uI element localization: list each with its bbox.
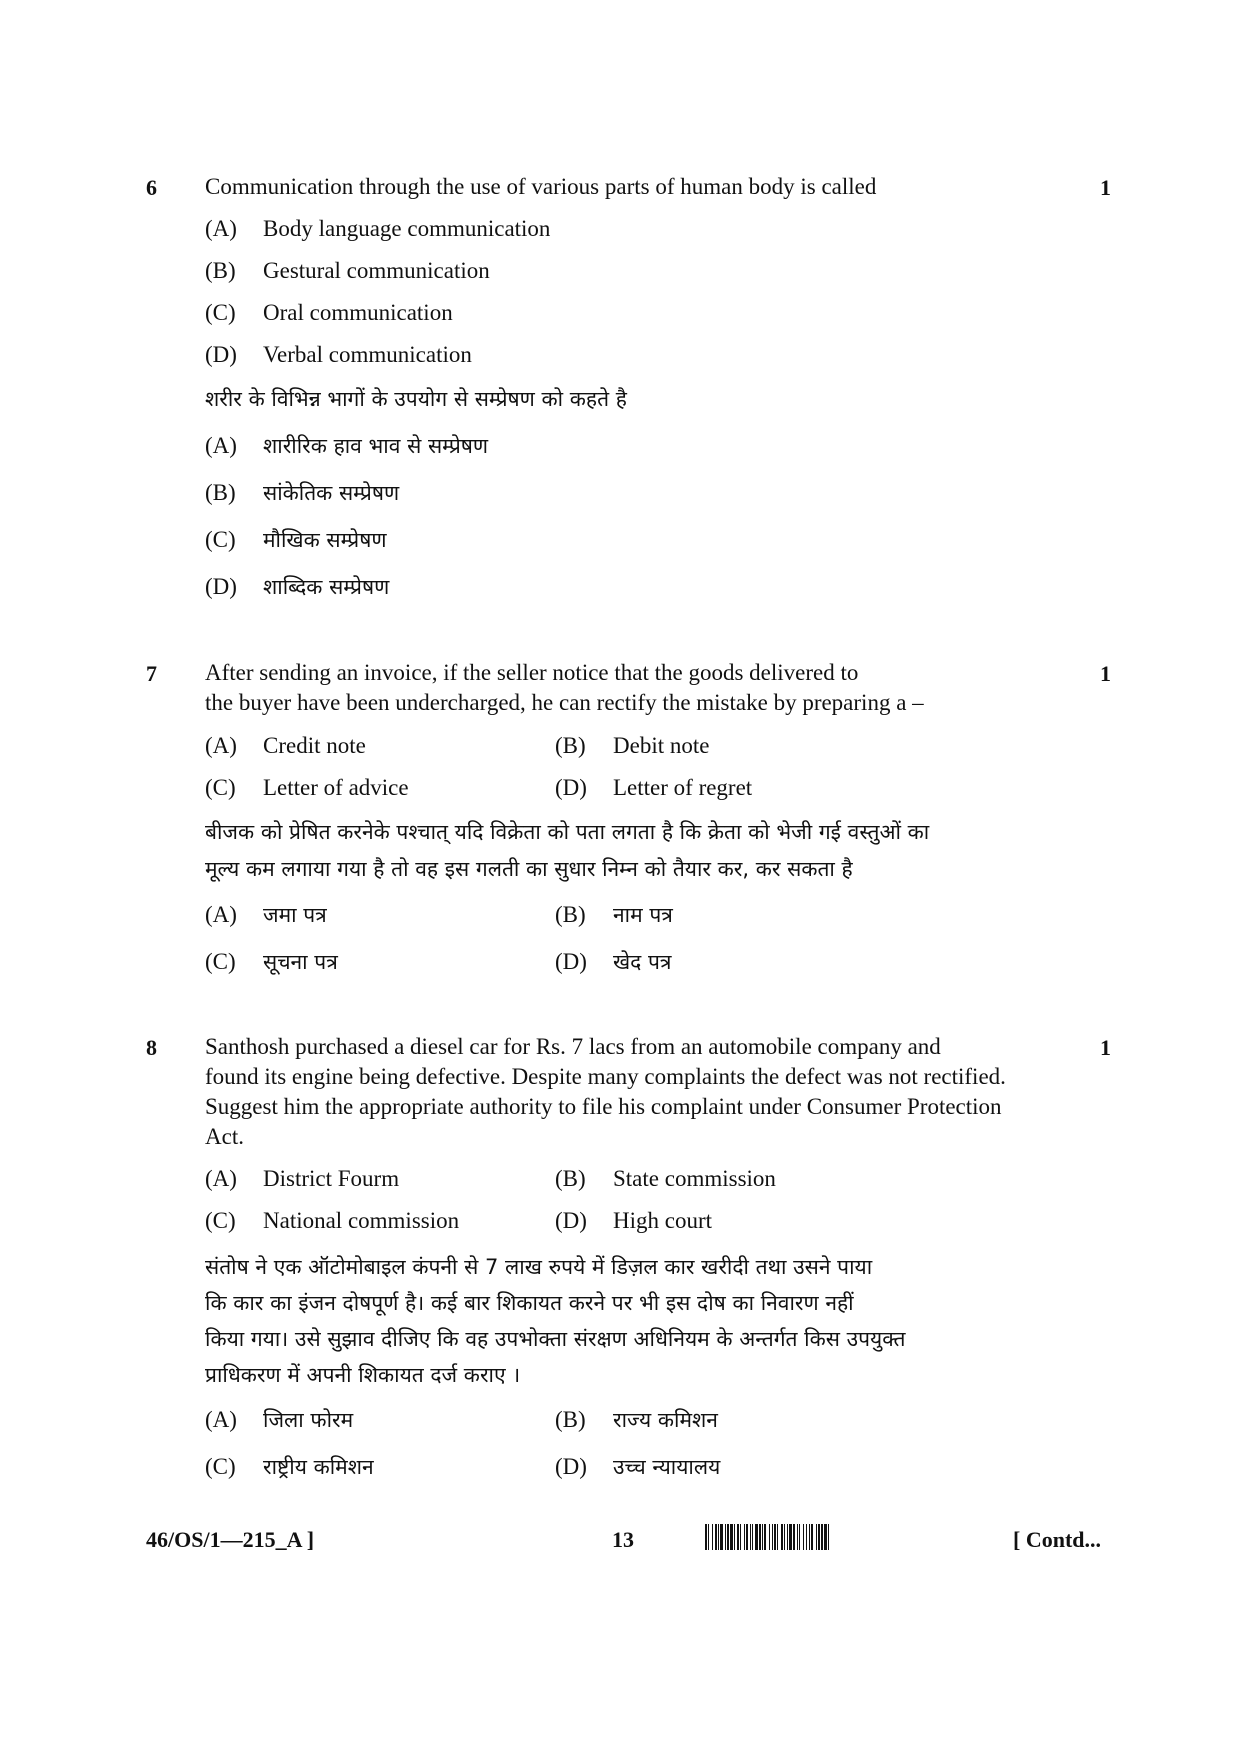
- hindi-option-c: (C) मौखिक सम्प्रेषण: [205, 527, 387, 552]
- question-marks: 1: [1100, 1035, 1111, 1060]
- barcode: [705, 1524, 975, 1550]
- question-number: 7: [146, 661, 157, 686]
- question-text-line-4: Act.: [205, 1124, 244, 1149]
- hindi-option-a: (A) जिला फोरम: [205, 1407, 354, 1432]
- option-b: (B) Debit note: [555, 733, 710, 758]
- option-c: (C) Letter of advice: [205, 775, 409, 800]
- hindi-option-a: (A) जमा पत्र: [205, 902, 327, 927]
- hindi-question-line-1: संतोष ने एक ऑटोमोबाइल कंपनी से 7 लाख रुपये में डिज़ल कार खरीदी तथा उसने पाया: [205, 1255, 873, 1279]
- question-marks: 1: [1100, 175, 1111, 200]
- option-d: (D) Verbal communication: [205, 342, 472, 367]
- hindi-option-d: (D) खेद पत्र: [555, 949, 672, 974]
- question-text-line-1: Santhosh purchased a diesel car for Rs. 7 lacs from an automobile company and: [205, 1034, 941, 1059]
- question-number: 6: [146, 175, 157, 200]
- option-a: (A) Body language communication: [205, 216, 551, 241]
- question-text-line-1: After sending an invoice, if the seller notice that the goods delivered to: [205, 660, 859, 685]
- option-b: (B) Gestural communication: [205, 258, 490, 283]
- option-b: (B) State commission: [555, 1166, 776, 1191]
- hindi-option-d: (D) उच्च न्यायालय: [555, 1454, 721, 1479]
- question-marks: 1: [1100, 661, 1111, 686]
- hindi-option-c: (C) सूचना पत्र: [205, 949, 338, 974]
- option-c: (C) Oral communication: [205, 300, 453, 325]
- question-text-line-3: Suggest him the appropriate authority to file his complaint under Consumer Protection: [205, 1094, 1002, 1119]
- page-number: 13: [612, 1527, 634, 1552]
- contd-label: [ Contd...: [1013, 1527, 1102, 1552]
- option-d: (D) Letter of regret: [555, 775, 753, 800]
- question-text: Communication through the use of various parts of human body is called: [205, 174, 877, 199]
- paper-code: 46/OS/1—215_A ]: [146, 1527, 315, 1552]
- hindi-option-b: (B) नाम पत्र: [555, 902, 673, 927]
- barcode-gap: [829, 1524, 831, 1550]
- hindi-question-line-3: किया गया। उसे सुझाव दीजिए कि वह उपभोक्ता संरक्षण अधिनियम के अन्तर्गत किस उपयुक्त: [205, 1327, 906, 1351]
- hindi-question-text: शरीर के विभिन्न भागों के उपयोग से सम्प्रेषण को कहते है: [205, 387, 627, 411]
- option-a: (A) District Fourm: [205, 1166, 400, 1191]
- question-text-line-2: the buyer have been undercharged, he can rectify the mistake by preparing a –: [205, 690, 924, 715]
- option-d: (D) High court: [555, 1208, 713, 1233]
- hindi-option-a: (A) शारीरिक हाव भाव से सम्प्रेषण: [205, 433, 489, 458]
- hindi-option-b: (B) राज्य कमिशन: [555, 1407, 718, 1432]
- question-text-line-2: found its engine being defective. Despite many complaints the defect was not rectified.: [205, 1064, 1006, 1089]
- hindi-question-line-2: कि कार का इंजन दोषपूर्ण है। कई बार शिकायत करने पर भी इस दोष का निवारण नहीं: [205, 1291, 854, 1315]
- hindi-question-line-1: बीजक को प्रेषित करनेके पश्चात् यदि विक्रेता को पता लगता है कि क्रेता को भेजी गई वस्तुओं का: [205, 820, 930, 844]
- question-number: 8: [146, 1035, 157, 1060]
- hindi-question-line-4: प्राधिकरण में अपनी शिकायत दर्ज कराए ।: [205, 1363, 521, 1387]
- hindi-option-b: (B) सांकेतिक सम्प्रेषण: [205, 480, 400, 505]
- option-c: (C) National commission: [205, 1208, 460, 1233]
- hindi-option-c: (C) राष्ट्रीय कमिशन: [205, 1454, 374, 1479]
- option-a: (A) Credit note: [205, 733, 366, 758]
- hindi-option-d: (D) शाब्दिक सम्प्रेषण: [205, 574, 390, 599]
- hindi-question-line-2: मूल्य कम लगाया गया है तो वह इस गलती का सुधार निम्न को तैयार कर, कर सकता है: [205, 857, 853, 881]
